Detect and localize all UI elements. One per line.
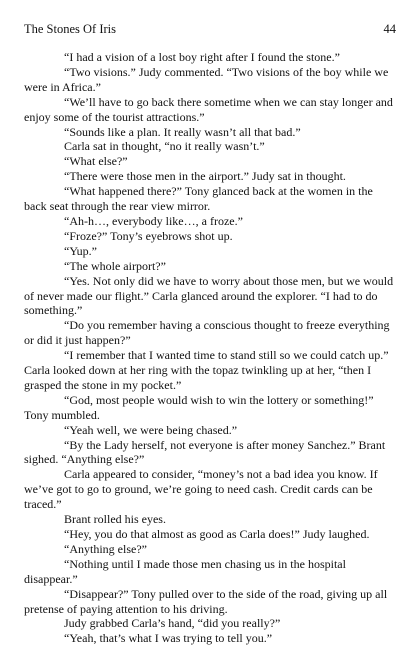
paragraph: “What else?”	[64, 154, 128, 169]
paragraph: “Yeah well, we were being chased.”	[64, 422, 238, 437]
paragraph: Brant rolled his eyes.	[64, 512, 166, 527]
paragraph: “Anything else?”	[64, 541, 147, 556]
paragraph: “Sounds like a plan. It really wasn’t all that bad.”	[64, 124, 301, 139]
paragraph: “The whole airport?”	[64, 258, 166, 273]
paragraph: “I had a vision of a lost boy right after I found the stone.”	[64, 50, 340, 64]
body-text	[24, 50, 396, 646]
paragraph: “Two visions.” Judy commented. “Two visions of the boy while we were in Africa.”	[24, 64, 389, 94]
paragraph: “Yup.”	[64, 243, 97, 258]
paragraph: “Yeah, that’s what I was trying to tell you.”	[64, 631, 273, 646]
paragraph: Carla appeared to consider, “money’s not a bad idea you know. If we’ve got to go to ground, we’re going to need cash. Credit cards can be traced.”	[24, 467, 378, 512]
paragraph: Carla sat in thought, “no it really wasn’t.”	[64, 139, 265, 154]
paragraph: “I remember that I wanted time to stand still so we could catch up.” Carla looked down at her ring with the topaz twinkling up at her, “then I grasped the stone in my pocket.”	[24, 348, 389, 392]
paragraph: “Hey, you do that almost as good as Carla does!” Judy laughed.	[64, 527, 370, 541]
paragraph: “By the Lady herself, not everyone is after money Sanchez.” Brant sighed. “Anything else?”	[24, 437, 386, 467]
paragraph: “Do you remember having a conscious thought to freeze everything or did it just happen?”	[24, 318, 390, 348]
page-number: 44	[383, 22, 396, 36]
page-header	[24, 22, 396, 38]
book-title: The Stones Of Iris	[24, 22, 116, 36]
paragraph: “Froze?” Tony’s eyebrows shot up.	[64, 228, 233, 243]
paragraph: “There were those men in the airport.” Judy sat in thought.	[64, 169, 346, 184]
paragraph: “Ah-h…, everybody like…, a froze.”	[64, 213, 243, 228]
paragraph: “God, most people would wish to win the lottery or something!” Tony mumbled.	[24, 392, 374, 422]
paragraph: “We’ll have to go back there sometime when we can stay longer and enjoy some of the tourist attractions.”	[24, 94, 393, 124]
paragraph: Judy grabbed Carla’s hand, “did you really?”	[64, 616, 281, 631]
paragraph: “Yes. Not only did we have to worry about those men, but we would of never made our flight.” Carla glanced around the explorer. “I had to do something.”	[24, 273, 394, 318]
paragraph: “Disappear?” Tony pulled over to the side of the road, giving up all pretense of paying attention to his driving.	[24, 586, 388, 616]
paragraph: “Nothing until I made those men chasing us in the hospital disappear.”	[24, 556, 346, 586]
paragraph: “What happened there?” Tony glanced back at the women in the back seat through the rear view mirror.	[24, 184, 373, 214]
